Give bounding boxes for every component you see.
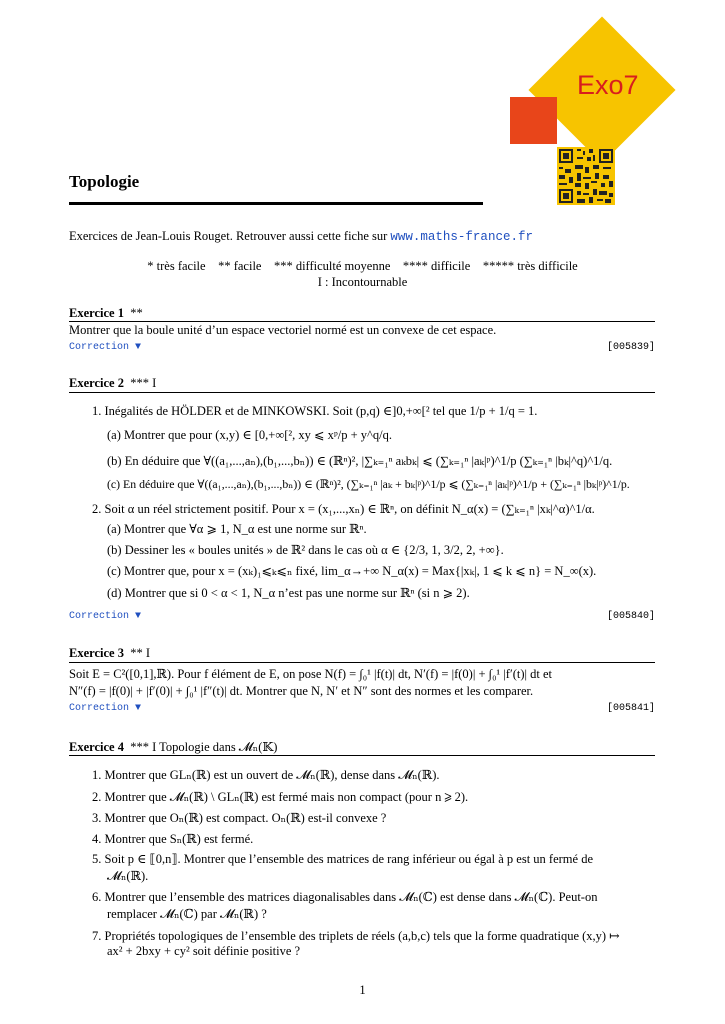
qr-code-icon <box>557 147 615 205</box>
difficulty-legend: * très facile ** facile *** difficulté moyenne **** difficile ***** très difficile <box>147 259 578 273</box>
list-item-continuation: 𝓜ₙ(ℝ). <box>107 869 149 883</box>
exercise-1-heading <box>69 306 143 321</box>
logo-text: Exo7 <box>577 70 639 100</box>
list-item: (b) Dessiner les « boules unités » de ℝ² dans le cas où α ∈ {2/3, 1, 3/2, 2, +∞}. <box>107 543 504 557</box>
intro-prefix: Exercices de Jean-Louis Rouget. Retrouver aussi cette fiche sur <box>69 229 391 243</box>
exercise-code: [005839] <box>606 342 655 353</box>
exercise-1-text: Montrer que la boule unité d’un espace vectoriel normé est un convexe de cet espace. <box>69 323 497 337</box>
list-item: 5. Soit p ∈ ⟦0,n⟧. Montrer que l’ensemble des matrices de rang inférieur ou égal à p est un fermé de <box>92 852 593 866</box>
logo-square <box>510 97 557 144</box>
correction-link[interactable]: Correction ▼ <box>69 342 142 353</box>
exercise-stars: ** I <box>130 646 150 660</box>
exercise-code: [005841] <box>606 703 655 714</box>
list-item: 2. Soit α un réel strictement positif. Pour x = (x₁,...,xₙ) ∈ ℝⁿ, on définit N_α(x) = (∑ₖ₌₁ⁿ |xₖ|^α)^1/α. <box>92 502 595 516</box>
list-item: 6. Montrer que l’ensemble des matrices diagonalisables dans 𝓜ₙ(ℂ) est dense dans 𝓜ₙ(ℂ). Peut-on <box>92 890 598 904</box>
exercise-3-line: N″(f) = |f(0)| + |f′(0)| + ∫₀¹ |f″(t)| dt. Montrer que N, N′ et N″ sont des normes et les comparer. <box>69 684 534 698</box>
exercise-title: Exercice 1 <box>69 306 124 320</box>
list-item: (a) Montrer que ∀α ⩾ 1, N_α est une norme sur ℝⁿ. <box>107 522 367 536</box>
correction-link[interactable]: Correction ▼ <box>69 703 142 714</box>
list-item-continuation: remplacer 𝓜ₙ(ℂ) par 𝓜ₙ(ℝ) ? <box>107 907 267 921</box>
list-item: (d) Montrer que si 0 < α < 1, N_α n’est pas une norme sur ℝⁿ (si n ⩾ 2). <box>107 586 470 600</box>
list-item: 3. Montrer que Oₙ(ℝ) est compact. Oₙ(ℝ) est-il convexe ? <box>92 811 387 825</box>
exercise-rule <box>69 755 655 756</box>
list-item-continuation: ax² + 2bxy + cy² soit définie positive ? <box>107 944 301 958</box>
list-item: 7. Propriétés topologiques de l’ensemble des triplets de réels (a,b,c) tels que la forme quadratique (x,y) ↦ <box>92 929 620 943</box>
list-item: 4. Montrer que Sₙ(ℝ) est fermé. <box>92 832 254 846</box>
correction-link[interactable]: Correction ▼ <box>69 611 142 622</box>
list-item: (a) Montrer que pour (x,y) ∈ [0,+∞[², xy ⩽ xᵖ/p + y^q/q. <box>107 428 393 442</box>
exercise-stars: ** <box>130 306 143 320</box>
list-item: 1. Montrer que GLₙ(ℝ) est un ouvert de 𝓜ₙ(ℝ), dense dans 𝓜ₙ(ℝ). <box>92 768 440 782</box>
incontournable-legend: I : Incontournable <box>317 275 408 289</box>
exercise-title: Exercice 2 <box>69 376 124 390</box>
exercise-4-heading <box>69 739 277 755</box>
list-item: 2. Montrer que 𝓜ₙ(ℝ) \ GLₙ(ℝ) est fermé mais non compact (pour n ⩾ 2). <box>92 790 469 804</box>
exercise-rule <box>69 662 655 663</box>
title-underline <box>69 202 483 205</box>
exercise-stars: *** I Topologie dans 𝓜ₙ(𝕂) <box>130 740 278 754</box>
exercise-code: [005840] <box>606 611 655 622</box>
exercise-stars: *** I <box>130 376 157 390</box>
intro-text <box>69 229 533 244</box>
page-number: 1 <box>359 983 366 997</box>
exercise-3-line: Soit E = C²([0,1],ℝ). Pour f élément de E, on pose N(f) = ∫₀¹ |f(t)| dt, N′(f) = |f(0)| + ∫₀¹ |f′(t)| dt et <box>69 667 552 681</box>
site-link[interactable]: www.maths-france.fr <box>390 230 533 244</box>
exercise-rule <box>69 321 655 322</box>
exercise-3-heading <box>69 646 150 661</box>
exercise-title: Exercice 3 <box>69 646 124 660</box>
exercise-2-heading <box>69 376 156 391</box>
list-item: (c) En déduire que ∀((a₁,...,aₙ),(b₁,...,bₙ)) ∈ (ℝⁿ)², (∑ₖ₌₁ⁿ |aₖ + bₖ|ᵖ)^1/p ⩽ (∑ₖ₌₁ⁿ |aₖ|ᵖ)^1/p + (∑ₖ₌₁ⁿ |bₖ|ᵖ)^1/p. <box>107 477 630 491</box>
page-title: Topologie <box>69 172 140 191</box>
list-item: (c) Montrer que, pour x = (xₖ)₁⩽ₖ⩽ₙ fixé, lim_α→+∞ N_α(x) = Max{|xₖ|, 1 ⩽ k ⩽ n} = N_∞(x). <box>107 564 597 578</box>
exercise-rule <box>69 392 655 393</box>
list-item: (b) En déduire que ∀((a₁,...,aₙ),(b₁,...,bₙ)) ∈ (ℝⁿ)², |∑ₖ₌₁ⁿ aₖbₖ| ⩽ (∑ₖ₌₁ⁿ |aₖ|ᵖ)^1/p (∑ₖ₌₁ⁿ |bₖ|^q)^1/q. <box>107 454 613 468</box>
exercise-title: Exercice 4 <box>69 740 124 754</box>
list-item: 1. Inégalités de HÖLDER et de MINKOWSKI. Soit (p,q) ∈]0,+∞[² tel que 1/p + 1/q = 1. <box>92 404 538 418</box>
